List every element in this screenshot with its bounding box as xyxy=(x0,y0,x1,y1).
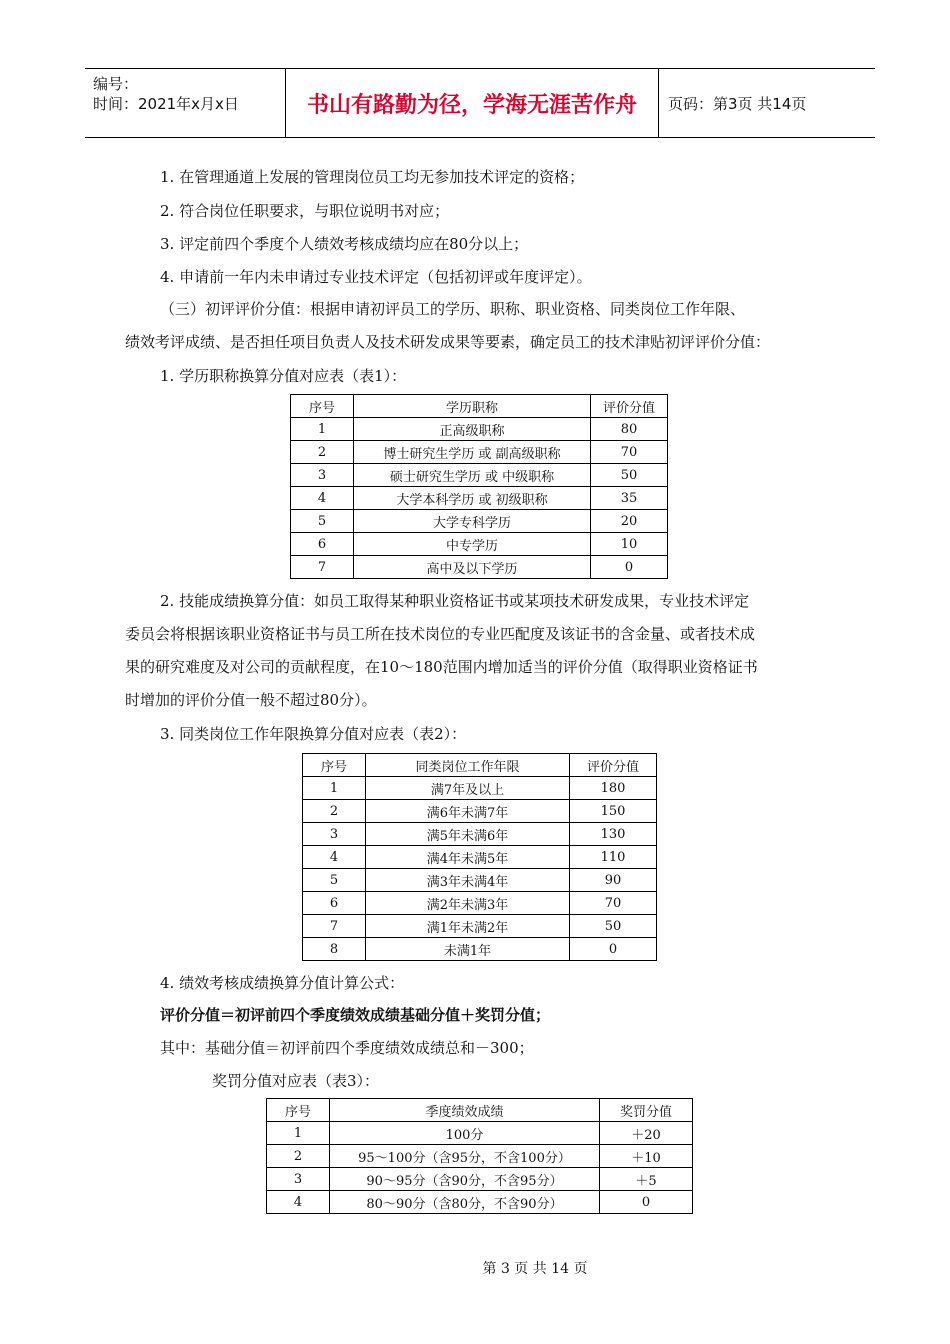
document-header xyxy=(85,68,875,138)
cell: 大学本科学历 或 初级职称 xyxy=(354,487,591,510)
column-header: 序号 xyxy=(291,395,354,418)
table-education-title xyxy=(290,394,668,579)
cell: 正高级职称 xyxy=(354,418,591,441)
paragraph: 其中：基础分值＝初评前四个季度绩效成绩总和－300； xyxy=(160,1039,534,1057)
cell: 180 xyxy=(570,777,657,800)
paragraph: 委员会将根据该职业资格证书与员工所在技术岗位的专业匹配度及该证书的含金量、或者技术成 xyxy=(125,625,756,643)
paragraph: （三）初评评价分值：根据申请初评员工的学历、职称、职业资格、同类岗位工作年限、 xyxy=(160,300,746,318)
paragraph: 果的研究难度及对公司的贡献程度，在10～180范围内增加适当的评价分值（取得职业资格证书 xyxy=(125,658,758,676)
cell: 70 xyxy=(591,441,668,464)
page-footer xyxy=(0,1258,950,1278)
cell: 博士研究生学历 或 副高级职称 xyxy=(354,441,591,464)
table-header-row xyxy=(303,754,657,777)
cell: 35 xyxy=(591,487,668,510)
cell: 3 xyxy=(267,1168,330,1191)
cell: 130 xyxy=(570,823,657,846)
cell: 未满1年 xyxy=(366,938,570,961)
cell: 5 xyxy=(291,510,354,533)
cell: 满5年未满6年 xyxy=(366,823,570,846)
cell: 满7年及以上 xyxy=(366,777,570,800)
table-work-years xyxy=(302,753,657,961)
cell: 8 xyxy=(303,938,366,961)
cell: 4 xyxy=(303,846,366,869)
table-row xyxy=(303,800,657,823)
paragraph: 3. 同类岗位工作年限换算分值对应表（表2）： xyxy=(160,725,467,743)
page-number: 第 3 页 共 14 页 xyxy=(482,1261,588,1277)
cell: ＋5 xyxy=(600,1168,693,1191)
paragraph: 1. 在管理通道上发展的管理岗位员工均无参加技术评定的资格； xyxy=(160,168,585,186)
cell: 150 xyxy=(570,800,657,823)
paragraph: 2. 符合岗位任职要求，与职位说明书对应； xyxy=(160,202,450,220)
cell: 90～95分（含90分，不含95分） xyxy=(330,1168,600,1191)
cell: 95～100分（含95分，不含100分） xyxy=(330,1145,600,1168)
header-meta xyxy=(85,69,285,137)
cell: 2 xyxy=(267,1145,330,1168)
cell: 满3年未满4年 xyxy=(366,869,570,892)
cell: 50 xyxy=(570,915,657,938)
serial-label: 编号： xyxy=(93,75,139,93)
table-row xyxy=(267,1145,693,1168)
cell: ＋10 xyxy=(600,1145,693,1168)
cell: 满4年未满5年 xyxy=(366,846,570,869)
table-row xyxy=(291,556,668,579)
cell: 90 xyxy=(570,869,657,892)
column-header: 奖罚分值 xyxy=(600,1099,693,1122)
paragraph: 1. 学历职称换算分值对应表（表1）： xyxy=(160,367,407,385)
cell: 10 xyxy=(591,533,668,556)
table-row xyxy=(267,1191,693,1214)
cell: 2 xyxy=(291,441,354,464)
cell: 高中及以下学历 xyxy=(354,556,591,579)
table-row xyxy=(303,915,657,938)
column-header: 评价分值 xyxy=(570,754,657,777)
cell: 中专学历 xyxy=(354,533,591,556)
cell: 80 xyxy=(591,418,668,441)
paragraph: 时增加的评价分值一般不超过80分）。 xyxy=(125,691,377,709)
column-header: 同类岗位工作年限 xyxy=(366,754,570,777)
cell: 100分 xyxy=(330,1122,600,1145)
table-row xyxy=(303,869,657,892)
cell: 0 xyxy=(591,556,668,579)
formula-heading: 评价分值＝初评前四个季度绩效成绩基础分值＋奖罚分值； xyxy=(160,1006,551,1024)
cell: 6 xyxy=(303,892,366,915)
table-row xyxy=(267,1168,693,1191)
table-row xyxy=(303,823,657,846)
paragraph: 4. 申请前一年内未申请过专业技术评定（包括初评或年度评定）。 xyxy=(160,268,592,286)
cell: 4 xyxy=(267,1191,330,1214)
header-page-info: 页码：第3页 共14页 xyxy=(668,94,807,113)
table-row xyxy=(267,1122,693,1145)
cell: 大学专科学历 xyxy=(354,510,591,533)
column-header: 季度绩效成绩 xyxy=(330,1099,600,1122)
time-label: 时间：2021年x月x日 xyxy=(93,95,239,113)
table-row xyxy=(303,846,657,869)
cell: 4 xyxy=(291,487,354,510)
cell: 20 xyxy=(591,510,668,533)
cell: 7 xyxy=(291,556,354,579)
table-row xyxy=(291,418,668,441)
cell: 110 xyxy=(570,846,657,869)
paragraph: 2. 技能成绩换算分值：如员工取得某种职业资格证书或某项技术研发成果，专业技术评定 xyxy=(160,592,750,610)
column-header: 评价分值 xyxy=(591,395,668,418)
cell: 7 xyxy=(303,915,366,938)
paragraph: 绩效考评成绩、是否担任项目负责人及技术研发成果等要素，确定员工的技术津贴初评评价分值： xyxy=(125,333,771,351)
column-header: 序号 xyxy=(303,754,366,777)
table-row xyxy=(291,464,668,487)
table-row xyxy=(291,533,668,556)
cell: 1 xyxy=(291,418,354,441)
cell: 1 xyxy=(267,1122,330,1145)
table-header-row xyxy=(291,395,668,418)
table-reward-penalty xyxy=(266,1098,693,1214)
table-row xyxy=(303,938,657,961)
column-header: 学历职称 xyxy=(354,395,591,418)
cell: 满2年未满3年 xyxy=(366,892,570,915)
cell: 0 xyxy=(570,938,657,961)
table-row xyxy=(303,892,657,915)
paragraph: 奖罚分值对应表（表3）： xyxy=(212,1072,380,1090)
cell: 50 xyxy=(591,464,668,487)
cell: 5 xyxy=(303,869,366,892)
paragraph: 3. 评定前四个季度个人绩效考核成绩均应在80分以上； xyxy=(160,235,529,253)
cell: 满1年未满2年 xyxy=(366,915,570,938)
cell: 70 xyxy=(570,892,657,915)
header-motto: 书山有路勤为径，学海无涯苦作舟 xyxy=(285,69,659,137)
table-row xyxy=(291,510,668,533)
table-row xyxy=(291,487,668,510)
cell: 3 xyxy=(291,464,354,487)
cell: 2 xyxy=(303,800,366,823)
cell: 3 xyxy=(303,823,366,846)
table-row xyxy=(303,777,657,800)
cell: 0 xyxy=(600,1191,693,1214)
cell: ＋20 xyxy=(600,1122,693,1145)
cell: 80～90分（含80分，不含90分） xyxy=(330,1191,600,1214)
cell: 硕士研究生学历 或 中级职称 xyxy=(354,464,591,487)
table-header-row xyxy=(267,1099,693,1122)
cell: 1 xyxy=(303,777,366,800)
paragraph: 4. 绩效考核成绩换算分值计算公式： xyxy=(160,974,405,992)
cell: 满6年未满7年 xyxy=(366,800,570,823)
table-row xyxy=(291,441,668,464)
cell: 6 xyxy=(291,533,354,556)
column-header: 序号 xyxy=(267,1099,330,1122)
